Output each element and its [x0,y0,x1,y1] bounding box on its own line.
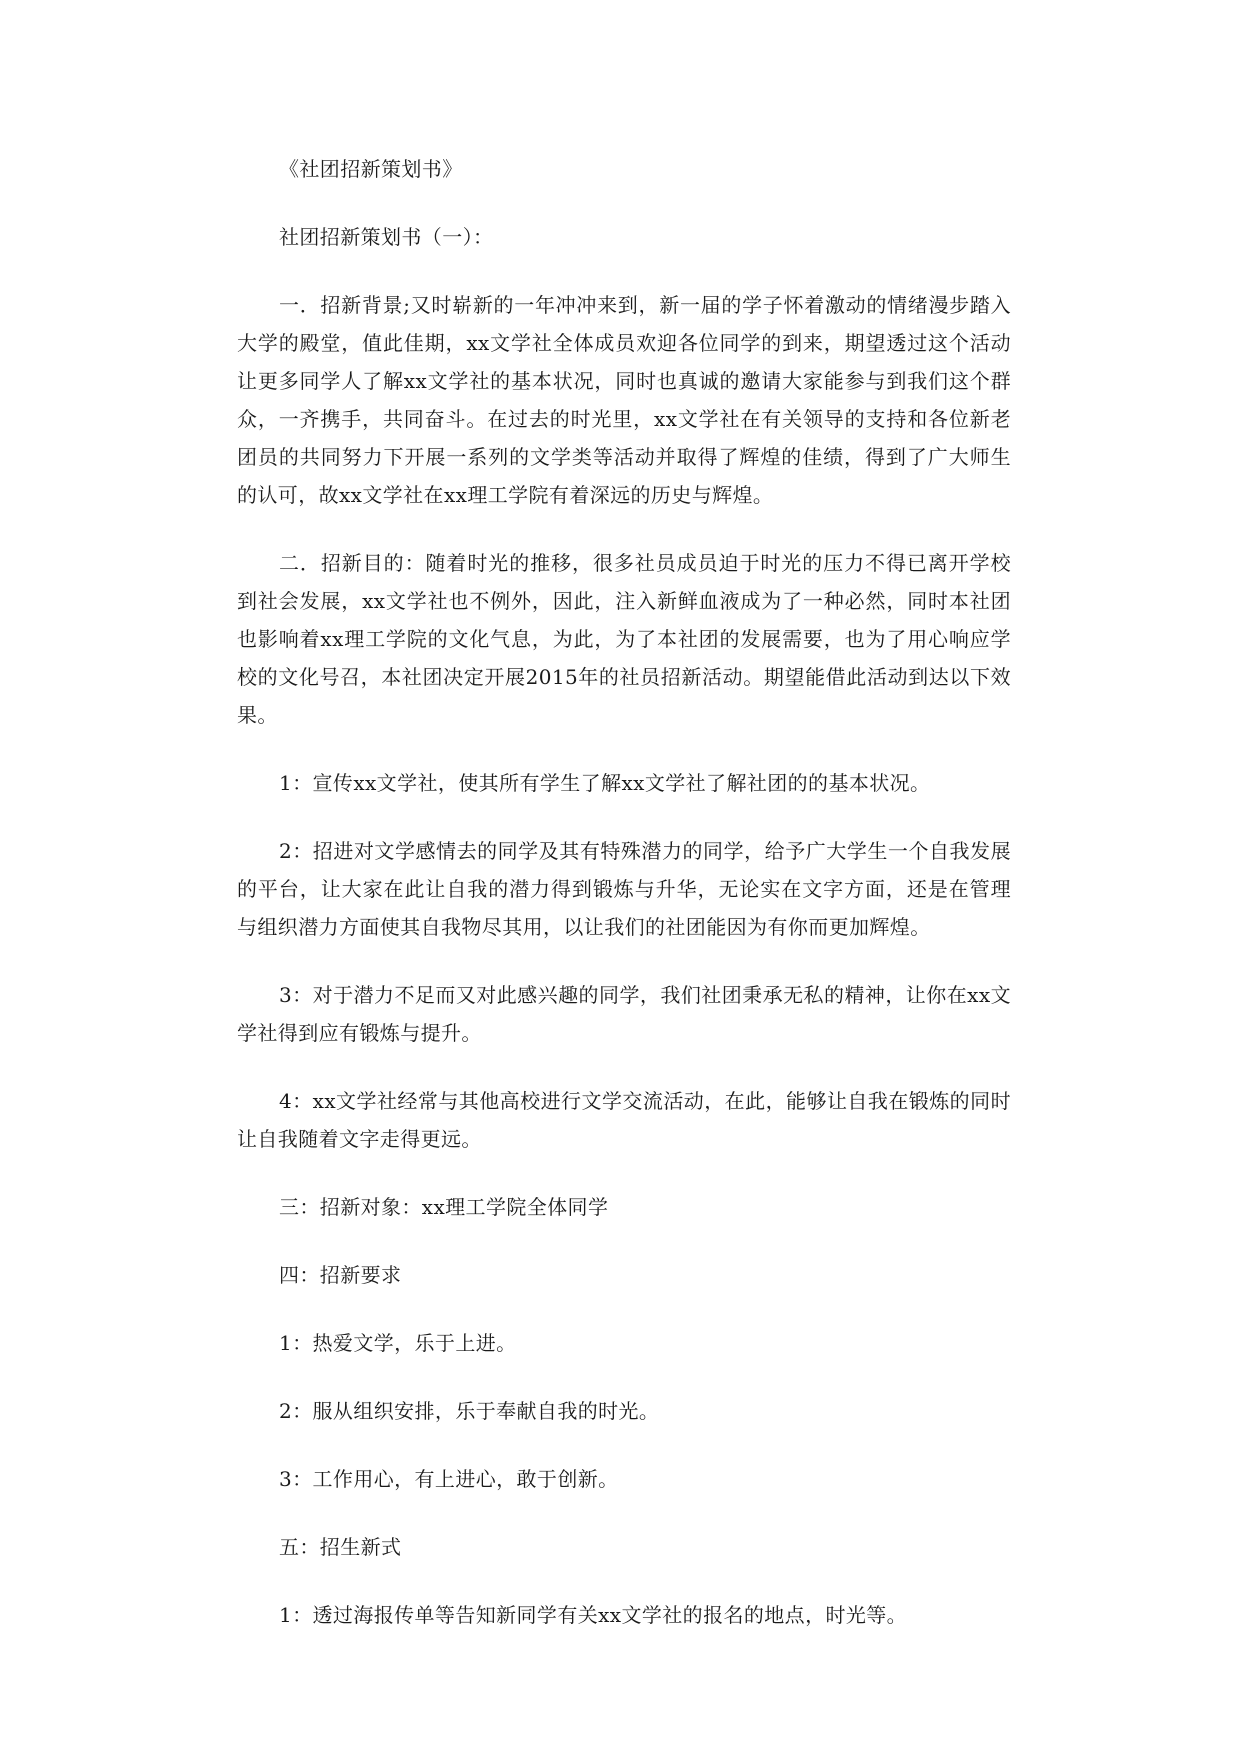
section-requirements: 四：招新要求 [279,1263,402,1287]
section-target: 三：招新对象：xx理工学院全体同学 [279,1195,609,1219]
purpose-item-2: 2：招进对文学感情去的同学及其有特殊潜力的同学，给予广大学生一个自我发展的平台，让大家在此让自我的潜力得到锻炼与升华，无论实在文字方面，还是在管理与组织潜力方面使其自我物尽其用，以让我们的社团能因为有你而更加辉煌。 [237,839,1011,939]
purpose-item-4: 4：xx文学社经常与其他高校进行文学交流活动，在此，能够让自我在锻炼的同时让自我随着文字走得更远。 [237,1089,1011,1151]
purpose-item-1: 1：宣传xx文学社，使其所有学生了解xx文学社了解社团的的基本状况。 [279,771,931,795]
document-title: 《社团招新策划书》 [279,157,463,181]
purpose-item-3: 3：对于潜力不足而又对此感兴趣的同学，我们社团秉承无私的精神，让你在xx文学社得到应有锻炼与提升。 [237,983,1011,1045]
section-subtitle: 社团招新策划书（一）： [279,225,494,249]
document-body [237,150,1011,1664]
requirement-item-1: 1：热爱文学，乐于上进。 [279,1331,517,1355]
section-method: 五：招生新式 [279,1535,402,1559]
paragraph-purpose: 二．招新目的：随着时光的推移，很多社员成员迫于时光的压力不得已离开学校到社会发展，xx文学社也不例外，因此，注入新鲜血液成为了一种必然，同时本社团也影响着xx理工学院的文化气息，为此，为了本社团的发展需要，也为了用心响应学校的文化号召，本社团决定开展2015年的社员招新活动。期望能借此活动到达以下效果。 [237,551,1011,727]
requirement-item-3: 3：工作用心，有上进心，敢于创新。 [279,1467,619,1491]
paragraph-background: 一．招新背景;又时崭新的一年冲冲来到，新一届的学子怀着激动的情绪漫步踏入大学的殿堂，值此佳期，xx文学社全体成员欢迎各位同学的到来，期望透过这个活动让更多同学人了解xx文学社的基本状况，同时也真诚的邀请大家能参与到我们这个群众，一齐携手，共同奋斗。在过去的时光里，xx文学社在有关领导的支持和各位新老团员的共同努力下开展一系列的文学类等活动并取得了辉煌的佳绩，得到了广大师生的认可，故xx文学社在xx理工学院有着深远的历史与辉煌。 [237,293,1011,507]
method-item-1: 1：透过海报传单等告知新同学有关xx文学社的报名的地点，时光等。 [279,1603,908,1627]
requirement-item-2: 2：服从组织安排，乐于奉献自我的时光。 [279,1399,660,1423]
